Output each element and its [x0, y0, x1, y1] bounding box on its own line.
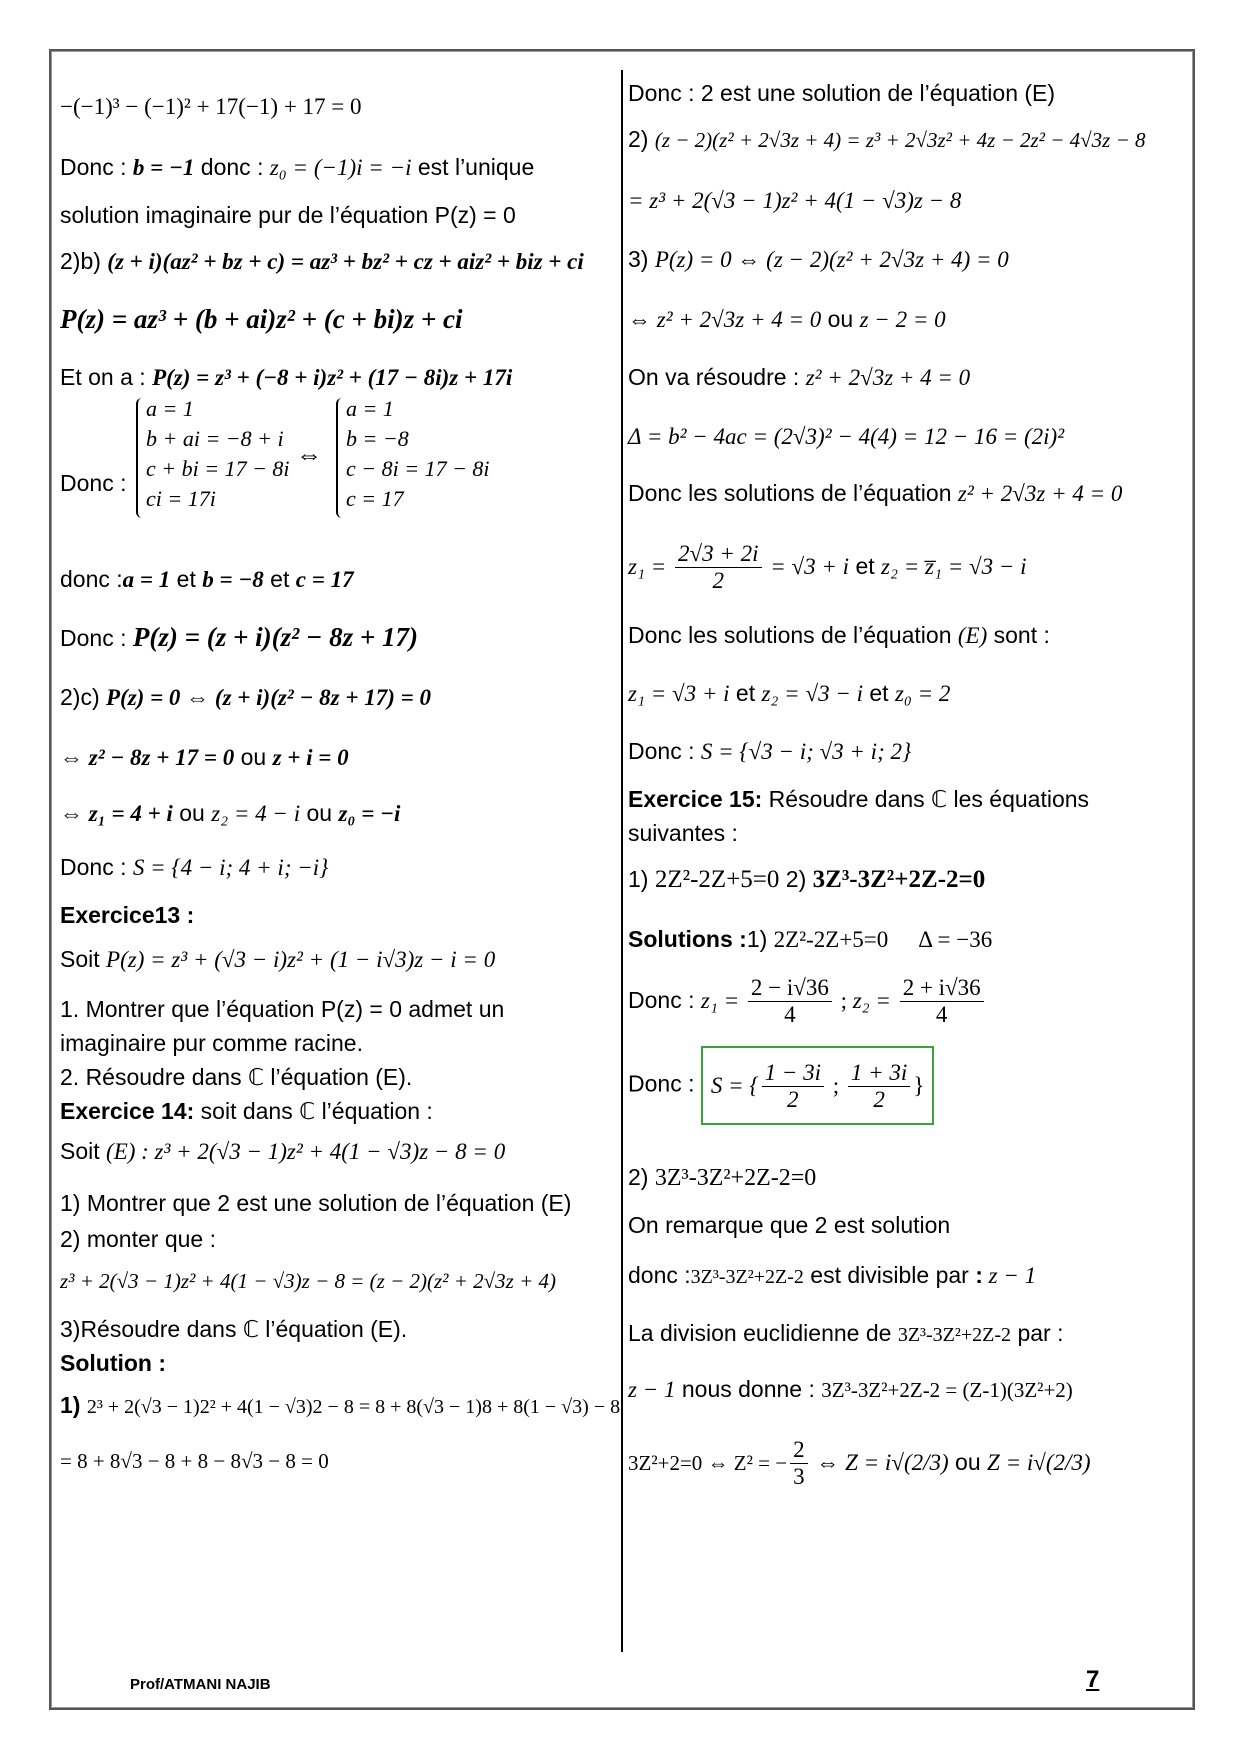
text-line: 1) 2³ + 2(√3 − 1)2² + 4(1 − √3)2 − 8 = 8 + 8(√3 − 1)8 + 8(1 − √3) − 8 — [60, 1392, 621, 1418]
text-line: Donc : S = {√3 − i; √3 + i; 2} — [628, 738, 912, 764]
equation-line: −(−1)³ − (−1)² + 17(−1) + 17 = 0 — [60, 94, 362, 119]
text-line: donc :3Z³-3Z²+2Z-2 est divisible par : z − 1 — [628, 1262, 1037, 1288]
page-number: 7 — [1086, 1666, 1100, 1693]
text-line: Soit (E) : z³ + 2(√3 − 1)z² + 4(1 − √3)z − 8 = 0 — [60, 1138, 506, 1164]
text-line: Donc les solutions de l’équation (E) sont : — [628, 622, 1050, 648]
text-line: 3)Résoudre dans ℂ l’équation (E). — [60, 1316, 408, 1342]
text-line: solution imaginaire pur de l’équation P(z) = 0 — [60, 202, 516, 228]
equation-line: z³ + 2(√3 − 1)z² + 4(1 − √3)z − 8 = (z − 2)(z² + 2√3z + 4) — [60, 1269, 556, 1293]
text-line: donc :a = 1 et b = −8 et c = 17 — [60, 566, 354, 592]
text-line: Donc : 2 est une solution de l’équation (E) — [628, 80, 1056, 106]
text-line: Exercice 14: soit dans ℂ l’équation : — [60, 1098, 433, 1124]
fraction: $\frac{2 + i√36}{4}$ — [900, 975, 984, 1028]
text-line: Exercice 15: Résoudre dans ℂ les équations — [628, 786, 1090, 812]
exercise-title: Exercice13 : — [60, 902, 195, 928]
text-line: Donc les solutions de l’équation z² + 2√3z + 4 = 0 — [628, 480, 1123, 506]
text-line: Soit P(z) = z³ + (√3 − i)z² + (1 − i√3)z − i = 0 — [60, 946, 496, 972]
text-line: 1. Montrer que l’équation P(z) = 0 admet un — [60, 996, 505, 1022]
system-label: Donc : — [60, 470, 127, 496]
equation-line: Δ = b² − 4ac = (2√3)² − 4(4) = 12 − 16 = (2i)² — [628, 424, 1065, 449]
text-line: La division euclidienne de 3Z³-3Z²+2Z-2 par : — [628, 1320, 1064, 1346]
text-line: 1) Montrer que 2 est une solution de l’équation (E) — [60, 1190, 572, 1216]
fraction: $\frac{1 - 3i}{2}$ — [762, 1060, 824, 1113]
text-line: 2)b) (z + i)(az² + bz + c) = az³ + bz² + cz + aiz² + biz + ci — [60, 248, 584, 274]
text-line: ⇔ z² − 8z + 17 = 0 ou z + i = 0 — [60, 744, 349, 770]
equivalence-symbol: ⇔ — [296, 440, 322, 469]
left-brace — [336, 398, 346, 518]
equation-line: = z³ + 2(√3 − 1)z² + 4(1 − √3)z − 8 — [628, 188, 962, 213]
text-line: imaginaire pur comme racine. — [60, 1030, 363, 1056]
text-line: 2) (z − 2)(z² + 2√3z + 4) = z³ + 2√3z² + 4z − 2z² − 4√3z − 8 — [628, 126, 1146, 152]
fraction: $\frac{1 + 3i}{2}$ — [848, 1060, 910, 1113]
solution-title: Solution : — [60, 1350, 167, 1376]
text-line: ⇔ z² + 2√3z + 4 = 0 ou z − 2 = 0 — [628, 306, 946, 332]
equation-system-1: a = 1 b + ai = −8 + i c + bi = 17 − 8i ci = 17i — [146, 396, 290, 511]
author-footer: Prof/ATMANI NAJIB — [130, 1676, 271, 1693]
text-line: Donc : S = {4 − i; 4 + i; −i} — [60, 854, 329, 880]
text-line: 3) P(z) = 0 ⇔ (z − 2)(z² + 2√3z + 4) = 0 — [628, 246, 1009, 272]
equation-system-2: a = 1 b = −8 c − 8i = 17 − 8i c = 17 — [346, 396, 490, 511]
text-line: z₁ = √3 + i et z₂ = √3 − i et z₀ = 2 — [628, 680, 951, 706]
text-line: 2) 3Z³-3Z²+2Z-2=0 — [628, 1164, 817, 1191]
left-brace — [136, 398, 146, 518]
text-line: 2) monter que : — [60, 1226, 216, 1252]
text-line: 1) 2Z²-2Z+5=0 2) 3Z³-3Z²+2Z-2=0 — [628, 866, 986, 893]
equation-line: = 8 + 8√3 − 8 + 8 − 8√3 − 8 = 0 — [60, 1449, 329, 1473]
fraction: $\frac{2}{3}$ — [790, 1437, 808, 1490]
solution-line: z₁ = $\frac{2√3 + 2i}{2}$ = √3 + i et z₂ = z̅₁ = √3 − i — [628, 541, 1027, 594]
text-line: 2)c) P(z) = 0 ⇔ (z + i)(z² − 8z + 17) = 0 — [60, 684, 431, 710]
fraction: $\frac{2√3 + 2i}{2}$ — [675, 541, 762, 594]
text-line: On va résoudre : z² + 2√3z + 4 = 0 — [628, 364, 971, 390]
text-line: On remarque que 2 est solution — [628, 1212, 951, 1238]
column-divider — [621, 70, 623, 1652]
boxed-result: S = { $\frac{1 - 3i}{2}$ ; $\frac{1 + 3i}{2}$ } — [701, 1046, 935, 1125]
text-line: Donc : P(z) = (z + i)(z² − 8z + 17) — [60, 622, 418, 652]
text-line: ⇔ z₁ = 4 + i ou z₂ = 4 − i ou z₀ = −i — [60, 800, 401, 826]
solution-line: Donc : z₁ = $\frac{2 - i√36}{4}$ ; z₂ = $\frac{2 + i√36}{4}$ — [628, 970, 987, 1031]
equation-line: P(z) = az³ + (b + ai)z² + (c + bi)z + ci — [60, 304, 463, 334]
text-line: suivantes : — [628, 820, 738, 846]
text-line: Et on a : P(z) = z³ + (−8 + i)z² + (17 − 8i)z + 17i — [60, 364, 513, 390]
text-line: 2. Résoudre dans ℂ l’équation (E). — [60, 1064, 413, 1090]
solution-line: 3Z²+2=0 ⇔ Z² = − $\frac{2}{3}$ ⇔ Z = i√(2/3) ou Z = i√(2/3) — [628, 1437, 1091, 1490]
text-line: Solutions :1) 2Z²-2Z+5=0 Δ = −36 — [628, 926, 993, 952]
text-line: Donc : b = −1 donc : z₀ = (−1)i = −i est l’unique — [60, 154, 535, 180]
fraction: $\frac{2 - i√36}{4}$ — [748, 975, 832, 1028]
text-line: z − 1 nous donne : 3Z³-3Z²+2Z-2 = (Z-1)(3Z²+2) — [628, 1376, 1073, 1402]
solution-line: Donc : S = { $\frac{1 - 3i}{2}$ ; $\frac{1 + 3i}{2}$ } — [628, 1046, 934, 1125]
